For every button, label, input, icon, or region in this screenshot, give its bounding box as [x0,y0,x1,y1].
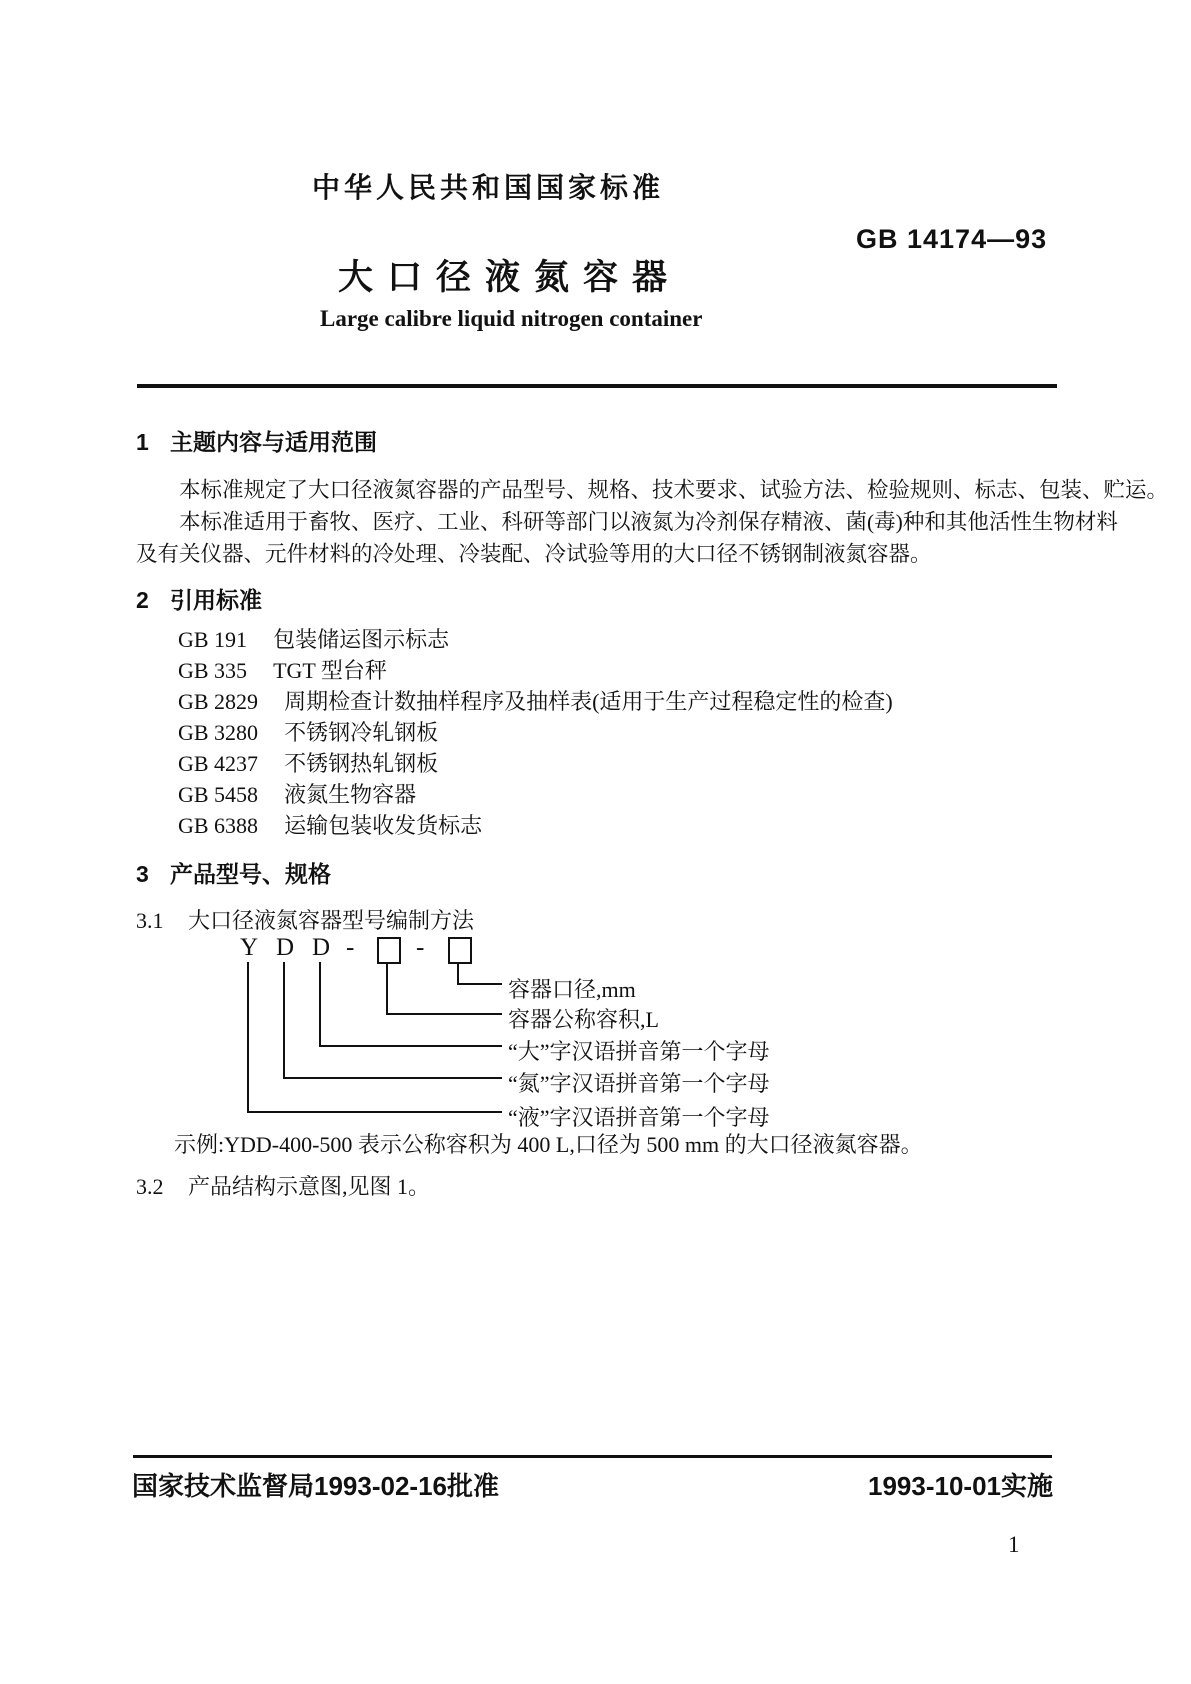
reference-code: GB 3280 [178,720,259,745]
connector-vertical-line [457,963,459,985]
section-2-number: 2 [136,587,149,613]
section-3-1-heading [136,904,474,935]
section-1-title: 主题内容与适用范围 [170,429,377,455]
reference-title: 液氮生物容器 [284,782,417,807]
section-1-number: 1 [136,429,149,455]
connector-horizontal-line [386,1013,502,1015]
section-3-2-heading [136,1170,430,1201]
model-placeholder-box [448,937,472,964]
connector-vertical-line [319,962,321,1047]
reference-item [178,717,893,748]
reference-title: TGT 型台秤 [273,658,387,683]
section-1-heading [136,424,377,457]
connector-horizontal-line [319,1045,502,1047]
reference-item [178,779,893,810]
reference-title: 包装储运图示标志 [273,627,450,652]
model-placeholder-box [377,937,401,964]
model-letter-d1: D [276,934,295,961]
section-3-heading [136,856,331,889]
reference-code: GB 191 [178,627,248,652]
connector-horizontal-line [283,1077,502,1079]
connector-vertical-line [247,962,249,1113]
legend-nominal-volume: 容器公称容积,L [508,1007,659,1032]
model-letter-d2: D [312,934,331,961]
paragraph: 本标准适用于畜牧、医疗、工业、科研等部门以液氮为冷剂保存精液、菌(毒)种和其他活性生物材料 [179,510,1118,534]
reference-title: 不锈钢冷轧钢板 [284,720,439,745]
reference-code: GB 4237 [178,751,259,776]
legend-pinyin-da: “大”字汉语拼音第一个字母 [508,1039,770,1064]
section-3-number: 3 [136,861,149,887]
section-3-title: 产品型号、规格 [170,861,331,887]
standard-label: 中华人民共和国国家标准 [312,172,665,203]
reference-item [178,655,893,686]
model-separator: - [416,934,425,961]
reference-code: GB 5458 [178,782,259,807]
section-2-heading [136,582,262,615]
approval-date-text: 国家技术监督局1993-02-16批准 [132,1471,499,1501]
reference-item [178,748,893,779]
reference-code: GB 6388 [178,813,259,838]
reference-title: 不锈钢热轧钢板 [284,751,439,776]
connector-vertical-line [283,962,285,1079]
paragraph: 及有关仪器、元件材料的冷处理、冷装配、冷试验等用的大口径不锈钢制液氮容器。 [136,542,932,566]
legend-pinyin-ye: “液”字汉语拼音第一个字母 [508,1105,770,1130]
connector-vertical-line [386,963,388,1015]
model-example-text: 示例:YDD-400-500 表示公称容积为 400 L,口径为 500 mm 的大口径液氮容器。 [174,1132,923,1157]
section-3-1-title: 大口径液氮容器型号编制方法 [188,908,475,933]
section-3-1-number: 3.1 [136,908,164,933]
standard-code: GB 14174—93 [856,224,1048,254]
reference-item [178,624,893,655]
header-rule [137,384,1057,388]
reference-code: GB 335 [178,658,248,683]
implementation-date-text: 1993-10-01实施 [868,1471,1053,1501]
model-letter-y: Y [240,934,259,961]
reference-item [178,686,893,717]
paragraph: 本标准规定了大口径液氮容器的产品型号、规格、技术要求、试验方法、检验规则、标志、包装、贮运。 [179,478,1169,502]
page-title-english: Large calibre liquid nitrogen container [320,306,703,331]
reference-title: 周期检查计数抽样程序及抽样表(适用于生产过程稳定性的检查) [284,689,893,714]
section-3-2-title: 产品结构示意图,见图 1。 [188,1174,431,1199]
page-number: 1 [1008,1532,1020,1557]
section-1-body [136,474,1169,570]
section-2-title: 引用标准 [170,587,262,613]
legend-container-calibre: 容器口径,mm [508,977,636,1002]
reference-title: 运输包装收发货标志 [284,813,483,838]
connector-horizontal-line [457,983,502,985]
connector-horizontal-line [247,1111,502,1113]
reference-item [178,810,893,841]
reference-code: GB 2829 [178,689,259,714]
footer-rule [133,1455,1052,1458]
section-3-2-number: 3.2 [136,1174,164,1199]
page-title: 大口径液氮容器 [338,258,682,297]
legend-pinyin-dan: “氮”字汉语拼音第一个字母 [508,1071,770,1096]
model-separator: - [346,934,355,961]
reference-list [178,624,893,841]
